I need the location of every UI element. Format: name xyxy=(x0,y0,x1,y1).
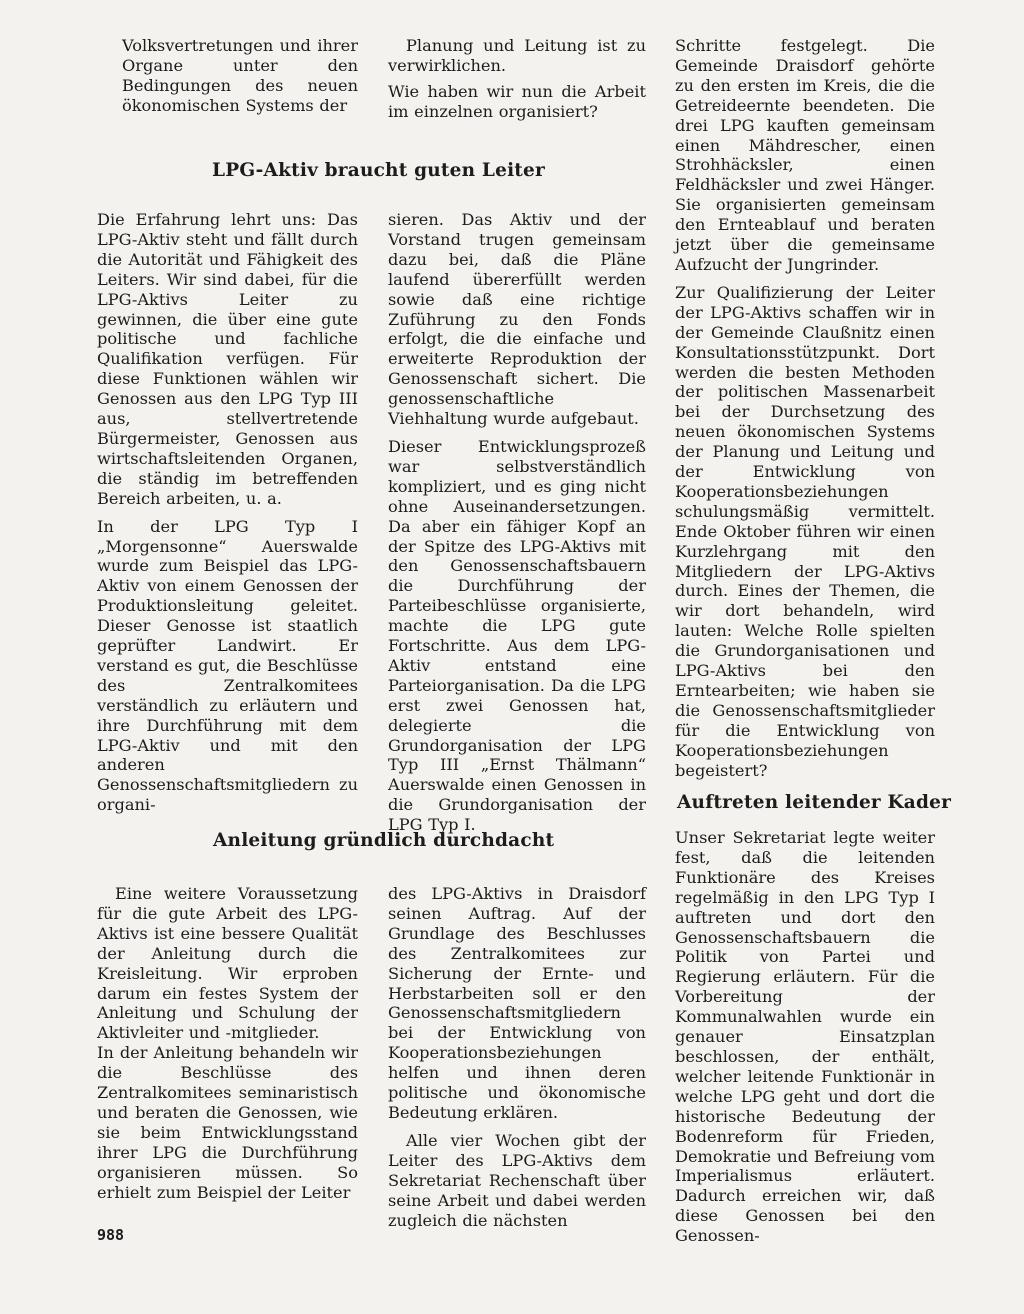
paragraph: Wie haben wir nun die Arbeit im einzelnen organisiert? xyxy=(388,81,646,121)
paragraph: Volksvertretungen und ihrer Organe unter den Bedingungen des neuen ökonomischen Systems der xyxy=(122,36,358,115)
intro-column-2 xyxy=(388,36,646,122)
paragraph: sieren. Das Aktiv und der Vorstand trugen gemeinsam dazu bei, daß die Pläne laufend übererfüllt werden sowie daß eine richtige Zuführung zu den Fonds erfolgt, die die einfache und erweiterte Reproduktion der Genossenschaft sichert. Die genossenschaftliche Viehhaltung wurde aufgebaut. xyxy=(388,210,646,429)
paragraph: des LPG-Aktivs in Draisdorf seinen Auftrag. Auf der Grundlage des Beschlusses des Zentralkomitees zur Sicherung der Ernte- und Herbstarbeiten soll er den Genossenschaftsmitgliedern bei der Entwicklung von Kooperationsbeziehungen helfen und ihnen deren politische und ökonomische Bedeutung erklären. xyxy=(388,884,646,1122)
section-heading: LPG-Aktiv braucht guten Leiter xyxy=(212,160,545,181)
paragraph: Dieser Entwicklungsprozeß war selbstverständlich kompliziert, und es ging nicht ohne Auseinandersetzungen. Da aber ein fähiger Kopf an der Spitze des LPG-Aktivs mit den Genossenschaftsbauern die Durchführung der Parteibeschlüsse organisierte, machte die LPG gute Fortschritte. Aus dem LPG-Aktiv entstand eine Parteiorganisation. Da die LPG erst zwei Genossen hat, delegierte die Grundorganisation der LPG Typ III „Ernst Thälmann“ Auerswalde einen Genossen in die Grundorganisation der LPG Typ I. xyxy=(388,436,646,835)
paragraph: Unser Sekretariat legte weiter fest, daß die leitenden Funktionäre des Kreises regelmäßig in den LPG Typ I auftreten und dort den Genossenschaftsbauern die Politik von Partei und Regierung erläutern. Für die Vorbereitung der Kommunalwahlen wurde ein genauer Einsatzplan beschlossen, der enthält, welcher leitende Funktionär in welche LPG geht und dort die historische Bedeutung der Bodenreform für Frieden, Demokratie und Befreiung vom Imperialismus erläutert. Dadurch erreichen wir, daß diese Genossen bei den Genossen- xyxy=(675,828,935,1246)
page-number: 988 xyxy=(97,1226,125,1244)
paragraph: In der Anleitung behandeln wir die Beschlüsse des Zentralkomitees seminaristisch und beraten die Genossen, wie sie beim Entwicklungsstand ihrer LPG die Durchführung organisieren müssen. So erhielt zum Beispiel der Leiter xyxy=(97,1043,358,1202)
intro-column-1 xyxy=(122,36,358,116)
section2-column-2 xyxy=(388,884,646,1230)
section1-column-2 xyxy=(388,210,646,835)
paragraph: In der LPG Typ I „Morgensonne“ Auerswalde wurde zum Beispiel das LPG-Aktiv von einem Genossen der Produktionsleitung geleitet. Dieser Genosse ist staatlich geprüfter Landwirt. Er verstand es gut, die Beschlüsse des Zentralkomitees verständlich zu erläutern und ihre Durchführung mit dem LPG-Aktiv und mit den anderen Genossenschaftsmitgliedern zu organi- xyxy=(97,516,358,815)
paragraph: Planung und Leitung ist zu verwirklichen. xyxy=(388,36,646,75)
section2-column-1 xyxy=(97,884,358,1203)
paragraph: Eine weitere Voraussetzung für die gute Arbeit des LPG-Aktivs ist eine bessere Qualität der Anleitung durch die Kreisleitung. Wir erproben darum ein festes System der Anleitung und Schulung der Aktivleiter und -mitglieder. xyxy=(97,884,358,1043)
paragraph: Alle vier Wochen gibt der Leiter des LPG-Aktivs dem Sekretariat Rechenschaft über seine Arbeit und dabei werden zugleich die nächsten xyxy=(388,1130,646,1230)
section1-column-1 xyxy=(97,210,358,815)
paragraph: Schritte festgelegt. Die Gemeinde Draisdorf gehörte zu den ersten im Kreis, die die Getreideernte beendeten. Die drei LPG kauften gemeinsam einen Mähdrescher, einen Strohhäcksler, einen Feldhäcksler und zwei Hänger. Sie organisierten gemeinsam den Ernteablauf und beraten jetzt über die gemeinsame Aufzucht der Jungrinder. xyxy=(675,36,935,274)
section-heading: Auftreten leitender Kader xyxy=(677,792,952,813)
right-column-lower xyxy=(675,828,935,1246)
right-column xyxy=(675,36,935,781)
section-heading: Anleitung gründlich durchdacht xyxy=(213,830,555,851)
paragraph: Die Erfahrung lehrt uns: Das LPG-Aktiv steht und fällt durch die Autorität und Fähigkeit des Leiters. Wir sind dabei, für die LPG-Aktivs Leiter zu gewinnen, die über eine gute politische und fachliche Qualifikation verfügen. Für diese Funktionen wählen wir Genossen aus den LPG Typ III aus, stellvertretende Bürgermeister, Genossen aus wirtschaftsleitenden Organen, die ständig im betreffenden Bereich arbeiten, u. a. xyxy=(97,210,358,508)
paragraph: Zur Qualifizierung der Leiter der LPG-Aktivs schaffen wir in der Gemeinde Claußnitz einen Konsultationsstützpunkt. Dort werden die besten Methoden der politischen Massenarbeit bei der Durchsetzung des neuen ökonomischen Systems der Planung und Leitung und der Entwicklung von Kooperationsbeziehungen schulungsmäßig vermittelt. Ende Oktober führen wir einen Kurzlehrgang mit den Mitgliedern der LPG-Aktivs durch. Eines der Themen, die wir dort behandeln, wird lauten: Welche Rolle spielten die Grundorganisationen und LPG-Aktivs bei den Erntearbeiten; wie haben sie die Genossenschaftsmitglieder für die Entwicklung von Kooperationsbeziehungen begeistert? xyxy=(675,282,935,780)
